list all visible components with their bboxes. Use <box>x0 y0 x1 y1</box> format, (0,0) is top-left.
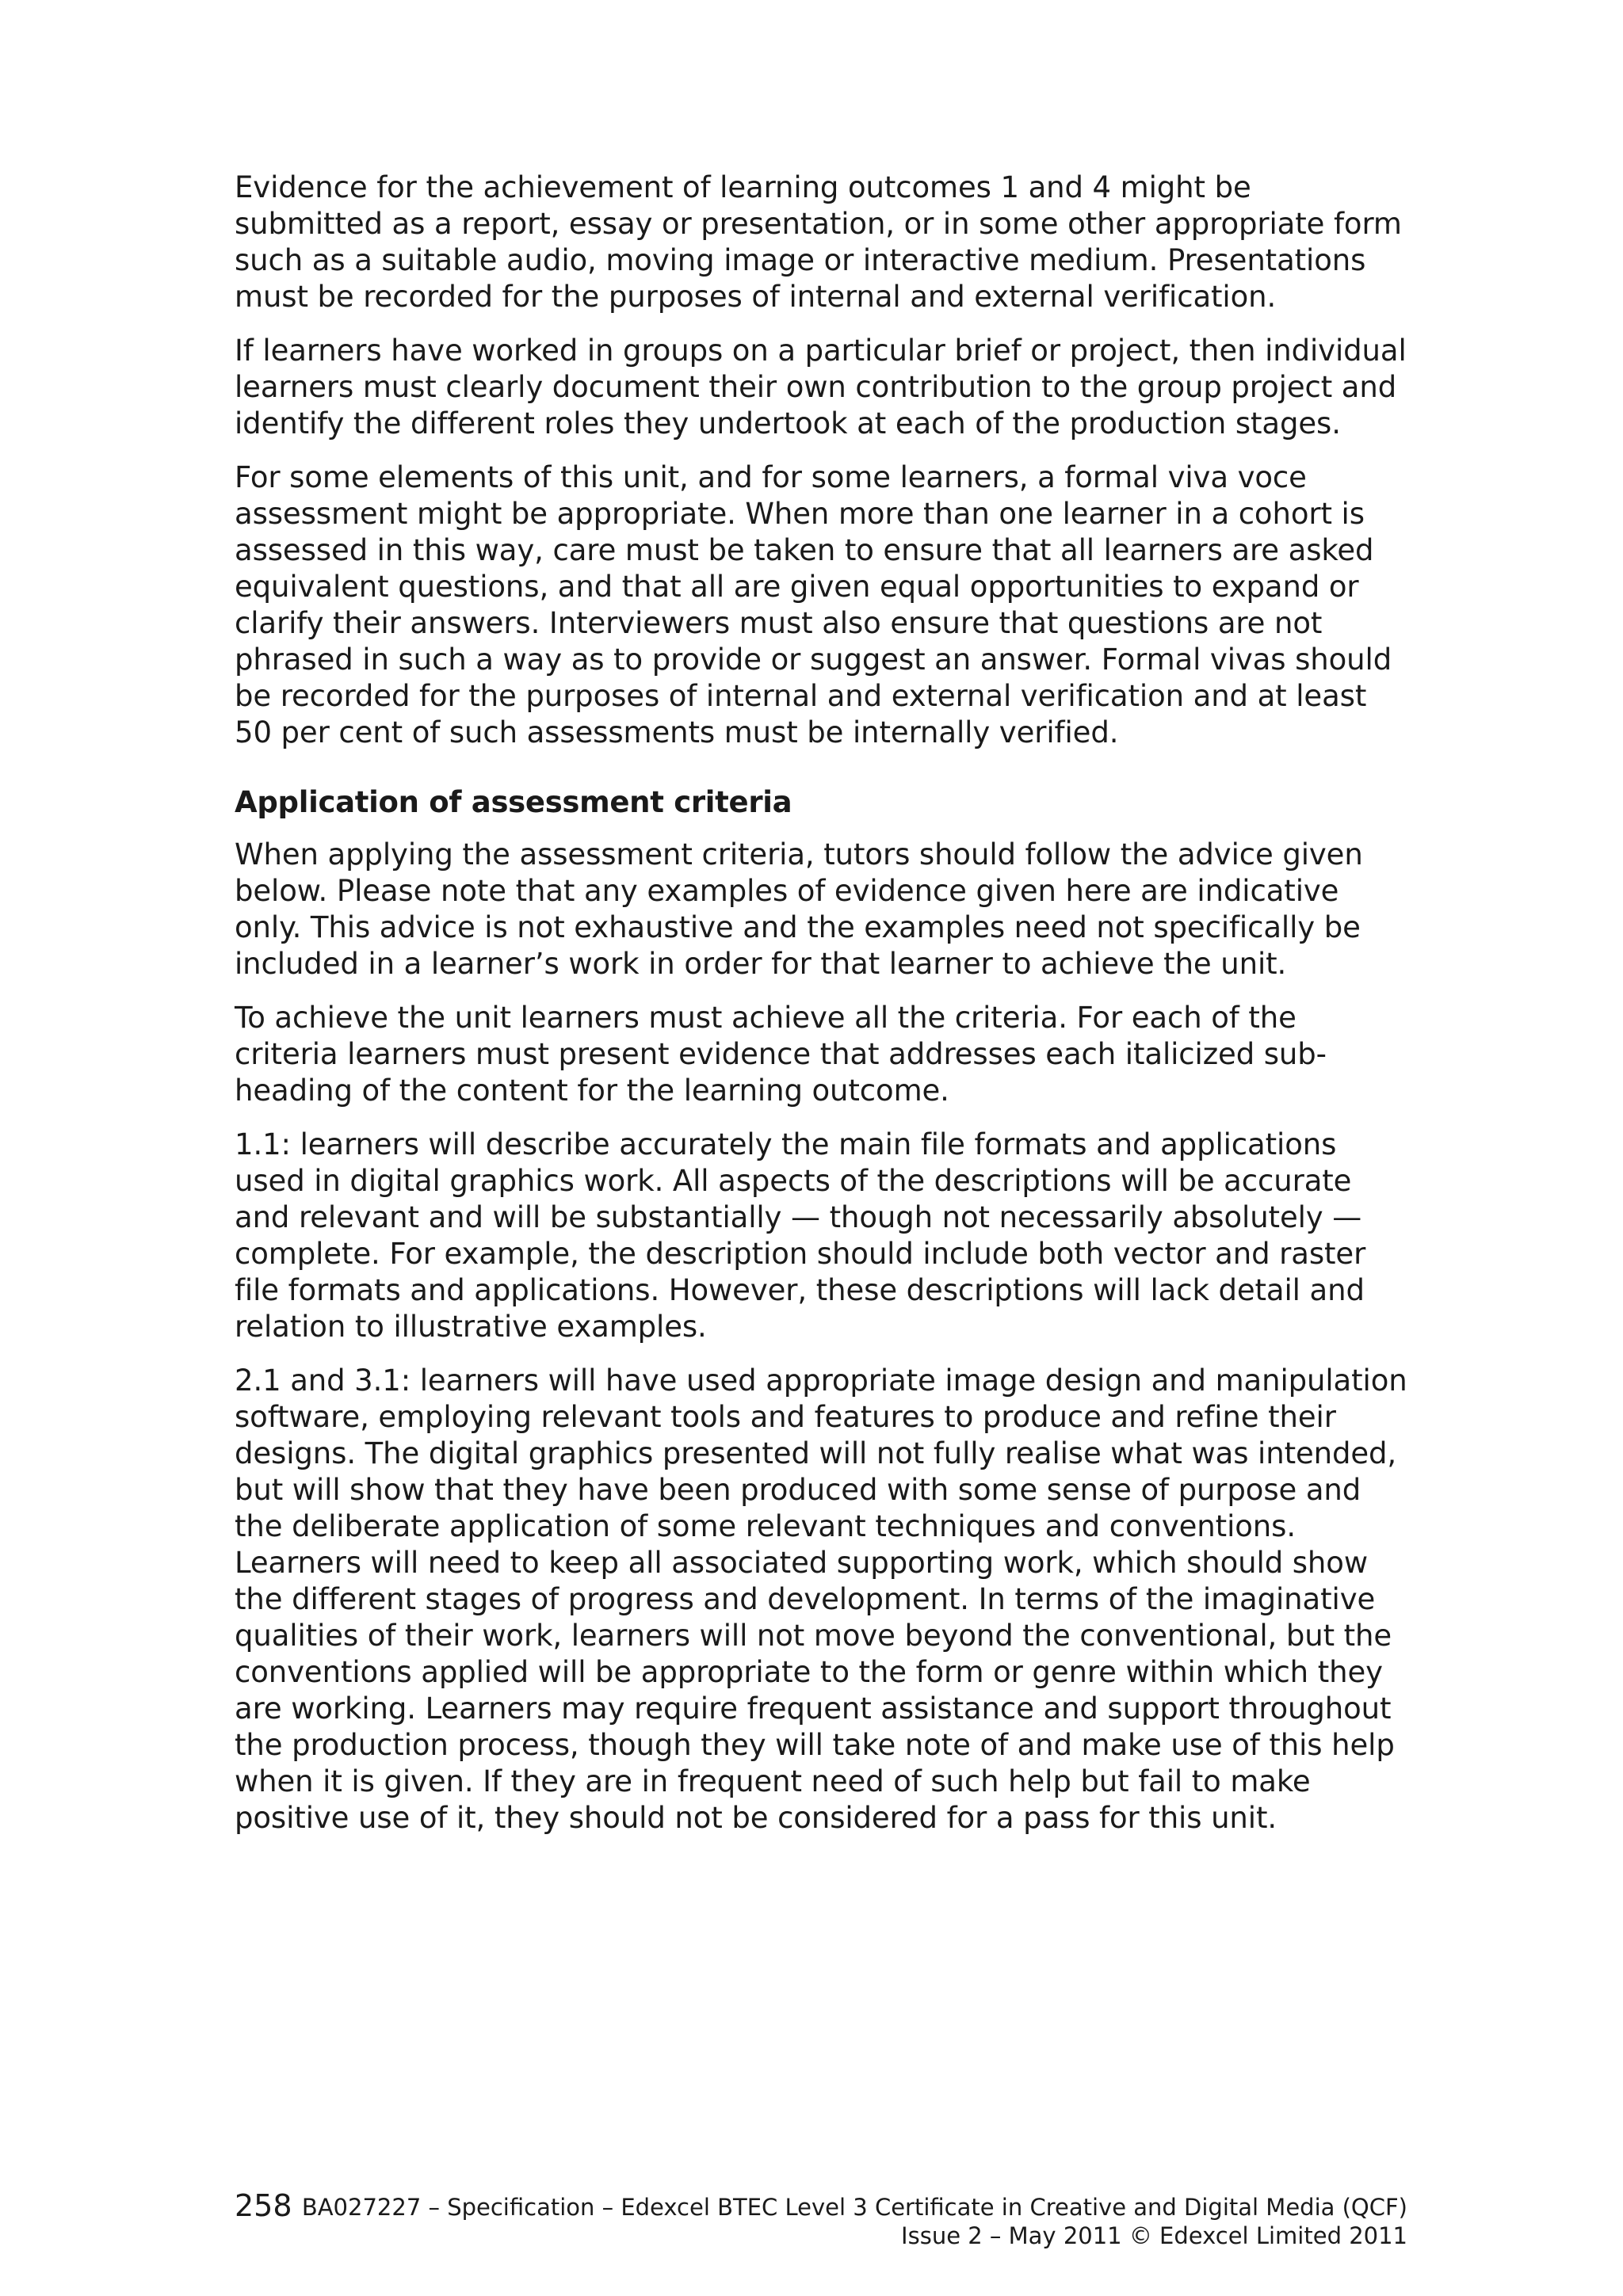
paragraph-viva-voce: For some elements of this unit, and for some learners, a formal viva voce assessment might be appropriate. When more than one learner in a cohort is assessed in this way, care must be taken to ensure that all learners are asked equivalent questions, and that all are given equal opportunities to expand or clarify their answers. Interviewers must also ensure that questions are not phrased in such a way as to provide or suggest an answer. Formal vivas should be recorded for the purposes of internal and external verification and at least 50 per cent of such assessments must be internally verified. <box>235 460 1392 749</box>
footer-issue-line: Issue 2 – May 2011 © Edexcel Limited 2011 <box>901 2222 1407 2249</box>
document-body <box>235 170 1407 1854</box>
section-heading: Application of assessment criteria <box>235 785 792 819</box>
footer-text <box>302 2193 1407 2250</box>
paragraph-criterion-2-1-3-1: 2.1 and 3.1: learners will have used appropriate image design and manipulation software, employing relevant tools and features to produce and refine their designs. The digital graphics presented will not fully realise what was intended, but will show that they have been produced with some sense of purpose and the deliberate application of some relevant techniques and conventions. Learners will need to keep all associated supporting work, which should show the different stages of progress and development. In terms of the imaginative qualities of their work, learners will not move beyond the conventional, but the conventions applied will be appropriate to the form or genre within which they are working. Learners may require frequent assistance and support throughout the production process, though they will take note of and make use of this help when it is given. If they are in frequent need of such help but fail to make positive use of it, they should not be considered for a pass for this unit. <box>235 1363 1407 1835</box>
page-number: 258 <box>235 2188 292 2223</box>
paragraph-group-work: If learners have worked in groups on a particular brief or project, then individual learners must clearly document their own contribution to the group project and identify the different roles they undertook at each of the production stages. <box>235 334 1407 441</box>
paragraph-applying-criteria: When applying the assessment criteria, tutors should follow the advice given below. Please note that any examples of evidence given here are indicative only. This advice is not exhaustive and the examples need not specifically be included in a learner’s work in order for that learner to achieve the unit. <box>235 837 1363 981</box>
paragraph-criterion-1-1: 1.1: learners will describe accurately the main file formats and applications used in digital graphics work. All aspects of the descriptions will be accurate and relevant and will be substantially — though not necessarily absolutely — complete. For example, the description should include both vector and raster file formats and applications. However, these descriptions will lack detail and relation to illustrative examples. <box>235 1127 1366 1344</box>
footer-specification-line: BA027227 – Specification – Edexcel BTEC Level 3 Certificate in Creative and Digital Media (QCF) <box>301 2194 1407 2221</box>
paragraph-evidence-submission: Evidence for the achievement of learning outcomes 1 and 4 might be submitted as a report, essay or presentation, or in some other appropriate form such as a suitable audio, moving image or interactive medium. Presentations must be recorded for the purposes of internal and external verification. <box>235 170 1402 314</box>
page-footer <box>235 2188 1407 2252</box>
paragraph-achieve-unit: To achieve the unit learners must achieve all the criteria. For each of the criteria learners must present evidence that addresses each italicized sub-heading of the content for the learning outcome. <box>235 1001 1327 1108</box>
